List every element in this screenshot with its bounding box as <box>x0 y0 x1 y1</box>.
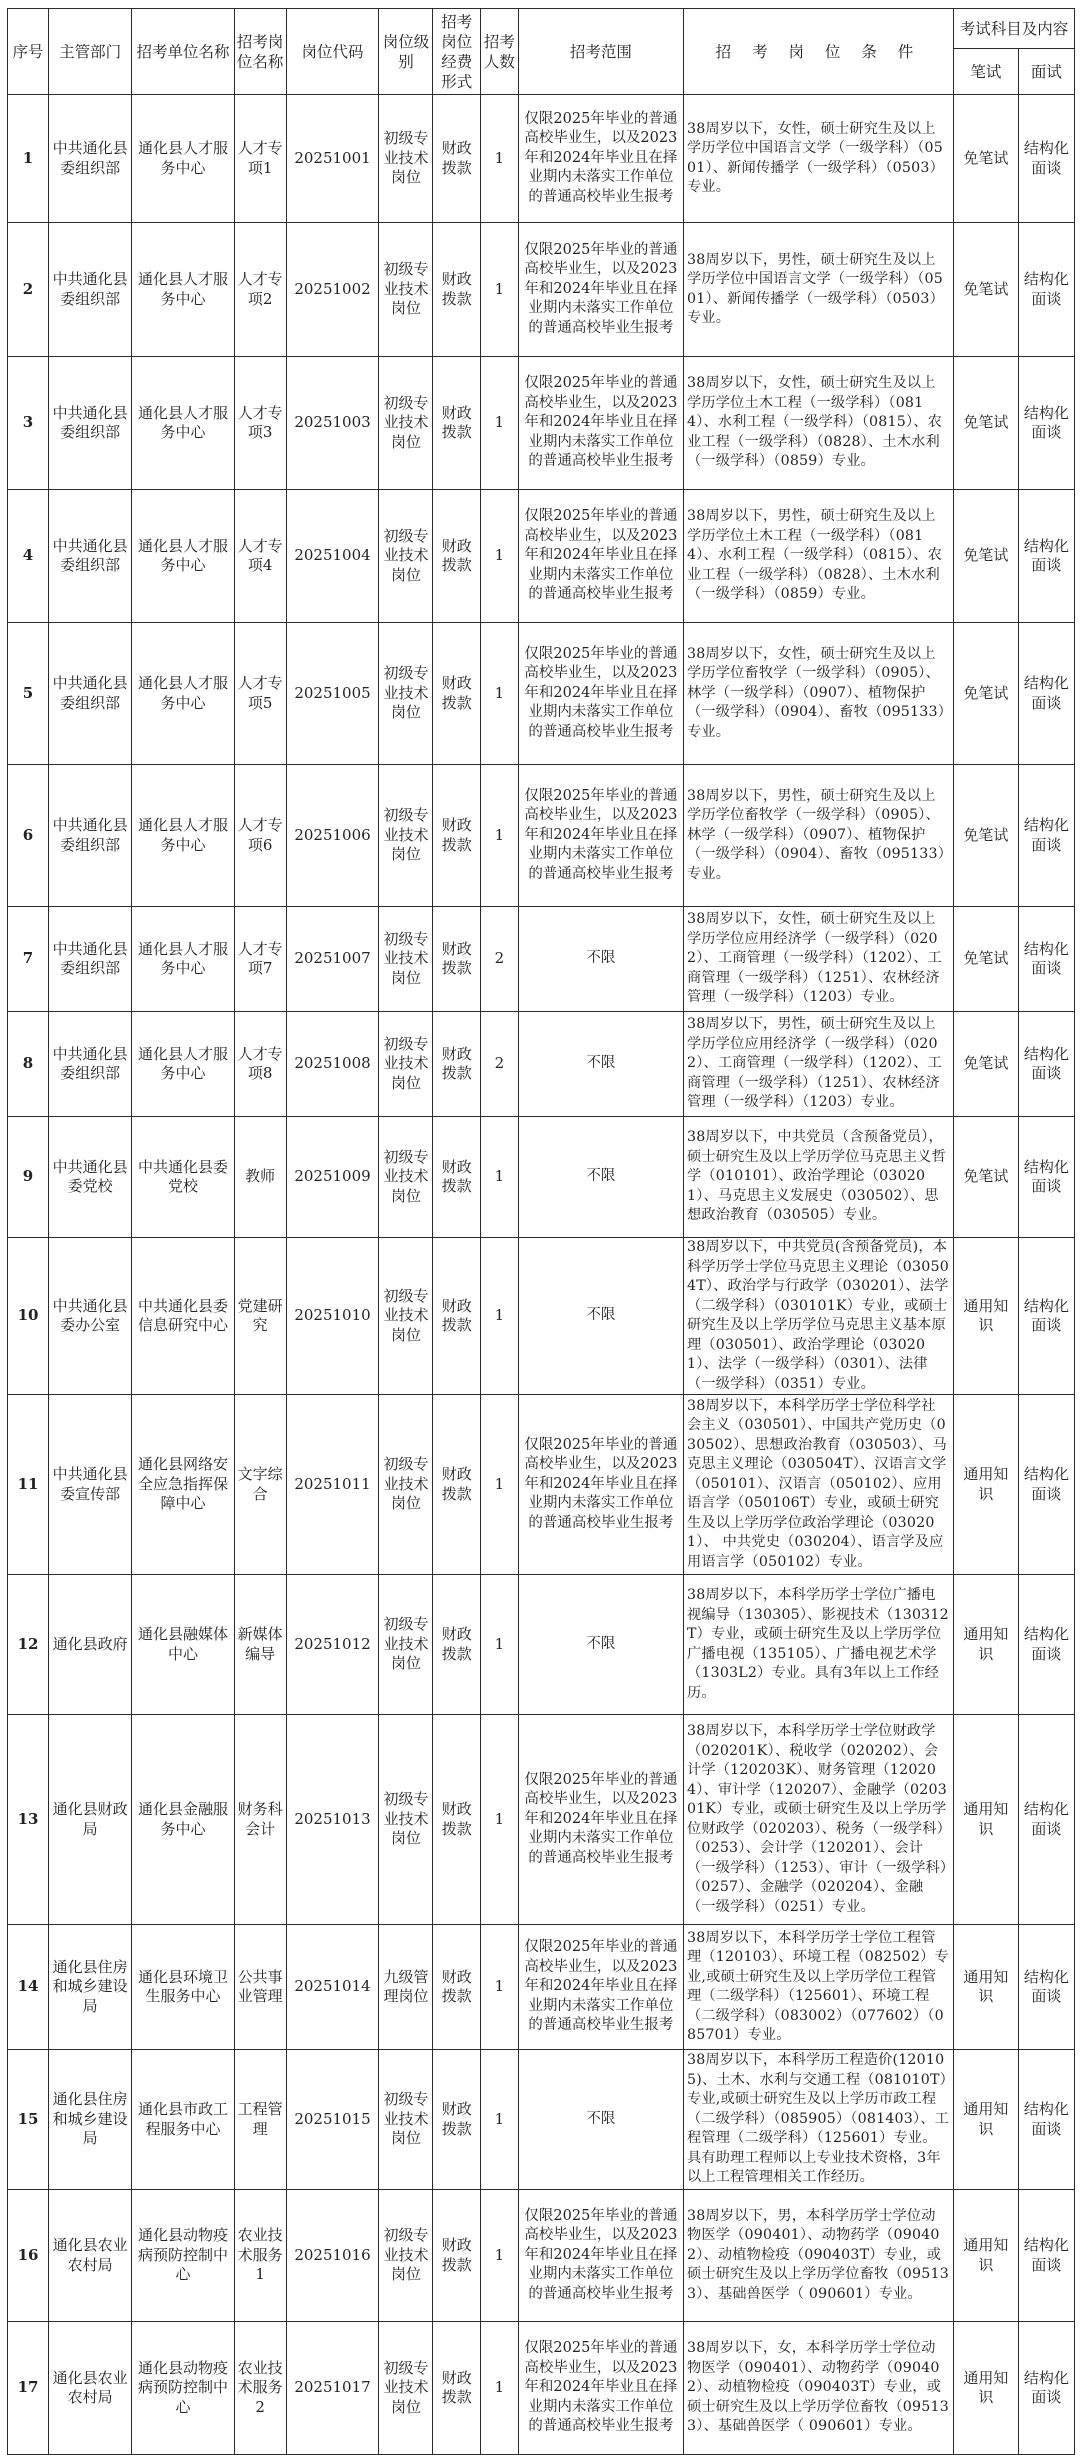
table-row <box>8 1117 1075 1238</box>
cell-count: 1 <box>480 1575 518 1715</box>
cell-interview: 结构化面谈 <box>1018 95 1074 223</box>
cell-dept: 中共通化县委组织部 <box>49 1012 132 1117</box>
cell-scope: 仅限2025年毕业的普通高校毕业生，以及2023年和2024年毕业且在择业期内未落实工作单位的普通高校毕业生报考 <box>518 357 683 490</box>
cell-funding: 财政拨款 <box>433 357 481 490</box>
cell-funding: 财政拨款 <box>433 1575 481 1715</box>
cell-dept: 通化县住房和城乡建设局 <box>49 1925 132 2050</box>
cell-interview: 结构化面谈 <box>1018 1012 1074 1117</box>
cell-seq: 9 <box>8 1117 49 1238</box>
cell-funding: 财政拨款 <box>433 1925 481 2050</box>
cell-post-name: 人才专项2 <box>234 223 286 357</box>
cell-post-level: 初级专业技术岗位 <box>379 357 433 490</box>
header-funding: 招考岗位经费形式 <box>433 9 481 95</box>
cell-count: 1 <box>480 1238 518 1395</box>
cell-count: 1 <box>480 623 518 765</box>
cell-written: 通用知识 <box>953 2190 1018 2322</box>
cell-seq: 17 <box>8 2322 49 2455</box>
cell-written: 免笔试 <box>953 765 1018 907</box>
cell-dept: 通化县农业农村局 <box>49 2190 132 2322</box>
cell-post-code: 20251014 <box>286 1925 379 2050</box>
cell-interview: 结构化面谈 <box>1018 357 1074 490</box>
cell-post-level: 初级专业技术岗位 <box>379 765 433 907</box>
cell-interview: 结构化面谈 <box>1018 1575 1074 1715</box>
cell-post-code: 20251009 <box>286 1117 379 1238</box>
table-row <box>8 1715 1075 1925</box>
cell-scope: 不限 <box>518 1117 683 1238</box>
table-row <box>8 1012 1075 1117</box>
cell-written: 通用知识 <box>953 1925 1018 2050</box>
cell-interview: 结构化面谈 <box>1018 765 1074 907</box>
cell-post-code: 20251011 <box>286 1395 379 1575</box>
cell-post-name: 工程管理 <box>234 2050 286 2190</box>
cell-interview: 结构化面谈 <box>1018 1925 1074 2050</box>
cell-count: 1 <box>480 357 518 490</box>
cell-post-level: 初级专业技术岗位 <box>379 623 433 765</box>
cell-scope: 仅限2025年毕业的普通高校毕业生，以及2023年和2024年毕业且在择业期内未落实工作单位的普通高校毕业生报考 <box>518 490 683 623</box>
cell-count: 1 <box>480 1117 518 1238</box>
header-count: 招考人数 <box>480 9 518 95</box>
table-row <box>8 223 1075 357</box>
cell-written: 免笔试 <box>953 95 1018 223</box>
cell-post-level: 初级专业技术岗位 <box>379 1395 433 1575</box>
cell-written: 免笔试 <box>953 357 1018 490</box>
cell-post-code: 20251007 <box>286 907 379 1012</box>
cell-unit: 通化县融媒体中心 <box>132 1575 235 1715</box>
cell-dept: 中共通化县委组织部 <box>49 623 132 765</box>
cell-count: 1 <box>480 765 518 907</box>
cell-seq: 8 <box>8 1012 49 1117</box>
cell-conditions: 38周岁以下，本科学历工程造价(120105)、土木、水利与交通工程（081010T）专业,或硕士研究生及以上学历市政工程（二级学科）（085905）（081403）、工程管理（二级学科）（125601）专业。具有助理工程师以上专业技术资格，3年以上工程管理相关工作经历。 <box>683 2050 953 2190</box>
cell-interview: 结构化面谈 <box>1018 2050 1074 2190</box>
header-row-top <box>8 9 1075 49</box>
cell-post-code: 20251005 <box>286 623 379 765</box>
cell-seq: 13 <box>8 1715 49 1925</box>
cell-written: 通用知识 <box>953 1395 1018 1575</box>
cell-post-level: 初级专业技术岗位 <box>379 490 433 623</box>
header-dept: 主管部门 <box>49 9 132 95</box>
cell-interview: 结构化面谈 <box>1018 2190 1074 2322</box>
cell-interview: 结构化面谈 <box>1018 1238 1074 1395</box>
cell-post-level: 初级专业技术岗位 <box>379 1715 433 1925</box>
cell-conditions: 38周岁以下，本科学历学士学位财政学（020201K）、税收学（020202）、会计学（120203K）、财务管理（120204）、审计学（120207）、金融学（020301K）专业，或硕士研究生及以上学历学位财政学（020203）、税务（一级学科）（0253）、会计学（120201）、会计（一级学科）（1253）、审计（一级学科）（0257）、金融学（020204）、金融（一级学科）（0251）专业。 <box>683 1715 953 1925</box>
cell-post-code: 20251017 <box>286 2322 379 2455</box>
cell-interview: 结构化面谈 <box>1018 2322 1074 2455</box>
cell-count: 1 <box>480 95 518 223</box>
cell-funding: 财政拨款 <box>433 1715 481 1925</box>
cell-written: 免笔试 <box>953 490 1018 623</box>
cell-scope: 不限 <box>518 1012 683 1117</box>
cell-post-code: 20251012 <box>286 1575 379 1715</box>
cell-post-code: 20251008 <box>286 1012 379 1117</box>
cell-conditions: 38周岁以下，男性，硕士研究生及以上学历学位中国语言文学（一级学科）（0501）、新闻传播学（一级学科）（0503）专业。 <box>683 223 953 357</box>
cell-count: 2 <box>480 907 518 1012</box>
cell-unit: 通化县人才服务中心 <box>132 223 235 357</box>
cell-dept: 中共通化县委组织部 <box>49 907 132 1012</box>
cell-post-level: 初级专业技术岗位 <box>379 2190 433 2322</box>
cell-dept: 通化县农业农村局 <box>49 2322 132 2455</box>
cell-dept: 中共通化县委宣传部 <box>49 1395 132 1575</box>
cell-unit: 通化县金融服务中心 <box>132 1715 235 1925</box>
cell-unit: 中共通化县委信息研究中心 <box>132 1238 235 1395</box>
cell-post-code: 20251004 <box>286 490 379 623</box>
cell-unit: 通化县人才服务中心 <box>132 765 235 907</box>
cell-post-name: 人才专项8 <box>234 1012 286 1117</box>
cell-conditions: 38周岁以下，男性，硕士研究生及以上学历学位应用经济学（一级学科）（0202）、工商管理（一级学科）（1202）、工商管理（一级学科）（1251）、农林经济管理（一级学科）（1203）专业。 <box>683 1012 953 1117</box>
cell-seq: 11 <box>8 1395 49 1575</box>
cell-post-code: 20251001 <box>286 95 379 223</box>
cell-post-code: 20251006 <box>286 765 379 907</box>
cell-post-name: 人才专项6 <box>234 765 286 907</box>
cell-post-code: 20251013 <box>286 1715 379 1925</box>
cell-funding: 财政拨款 <box>433 2050 481 2190</box>
cell-scope: 仅限2025年毕业的普通高校毕业生，以及2023年和2024年毕业且在择业期内未落实工作单位的普通高校毕业生报考 <box>518 2322 683 2455</box>
cell-seq: 16 <box>8 2190 49 2322</box>
cell-post-name: 人才专项7 <box>234 907 286 1012</box>
cell-post-name: 人才专项3 <box>234 357 286 490</box>
cell-dept: 中共通化县委党校 <box>49 1117 132 1238</box>
table-row <box>8 357 1075 490</box>
cell-scope: 仅限2025年毕业的普通高校毕业生，以及2023年和2024年毕业且在择业期内未落实工作单位的普通高校毕业生报考 <box>518 95 683 223</box>
table-body <box>8 95 1075 2455</box>
cell-post-level: 初级专业技术岗位 <box>379 1238 433 1395</box>
cell-written: 免笔试 <box>953 223 1018 357</box>
cell-dept: 中共通化县委组织部 <box>49 490 132 623</box>
cell-conditions: 38周岁以下，本科学历学士学位工程管理（120103）、环境工程（082502）专业,或硕士研究生及以上学历学位工程管理（二级学科）（125601）、环境工程（二级学科）（083002）（077602）（085701）专业。 <box>683 1925 953 2050</box>
cell-seq: 14 <box>8 1925 49 2050</box>
cell-dept: 通化县财政局 <box>49 1715 132 1925</box>
cell-post-level: 初级专业技术岗位 <box>379 1012 433 1117</box>
cell-written: 免笔试 <box>953 1012 1018 1117</box>
cell-post-code: 20251016 <box>286 2190 379 2322</box>
cell-count: 1 <box>480 490 518 623</box>
cell-funding: 财政拨款 <box>433 95 481 223</box>
cell-conditions: 38周岁以下，男，本科学历学士学位动物医学（090401）、动物药学（090402）、动植物检疫（090403T）专业，或硕士研究生及以上学历学位畜牧（095133）、基础兽医学（ 090601）专业。 <box>683 2190 953 2322</box>
table-row <box>8 95 1075 223</box>
cell-conditions: 38周岁以下，女性，硕士研究生及以上学历学位畜牧学（一级学科）（0905）、林学（一级学科）（0907）、植物保护（一级学科）（0904）、畜牧（095133）专业。 <box>683 623 953 765</box>
cell-seq: 4 <box>8 490 49 623</box>
cell-post-name: 党建研究 <box>234 1238 286 1395</box>
cell-post-level: 初级专业技术岗位 <box>379 95 433 223</box>
cell-seq: 5 <box>8 623 49 765</box>
cell-count: 1 <box>480 2190 518 2322</box>
cell-seq: 1 <box>8 95 49 223</box>
header-post-level: 岗位级别 <box>379 9 433 95</box>
cell-interview: 结构化面谈 <box>1018 1395 1074 1575</box>
table-row <box>8 2322 1075 2455</box>
cell-written: 免笔试 <box>953 1117 1018 1238</box>
cell-interview: 结构化面谈 <box>1018 1117 1074 1238</box>
cell-post-name: 文字综合 <box>234 1395 286 1575</box>
cell-funding: 财政拨款 <box>433 223 481 357</box>
cell-scope: 仅限2025年毕业的普通高校毕业生，以及2023年和2024年毕业且在择业期内未落实工作单位的普通高校毕业生报考 <box>518 1925 683 2050</box>
cell-post-level: 初级专业技术岗位 <box>379 907 433 1012</box>
cell-interview: 结构化面谈 <box>1018 223 1074 357</box>
cell-seq: 12 <box>8 1575 49 1715</box>
cell-dept: 中共通化县委组织部 <box>49 223 132 357</box>
cell-conditions: 38周岁以下，本科学历学士学位科学社会主义（030501）、中国共产党历史（030502）、思想政治教育（030503）、马克思主义理论（030504T）、汉语言文学（050101）、汉语言（050102）、应用语言学（050106T）专业，或硕士研究生及以上学历学位政治学理论（030201）、 中共党史（030204）、语言学及应用语言学（050102）专业。 <box>683 1395 953 1575</box>
recruitment-table-sheet <box>7 8 1075 2455</box>
cell-dept: 中共通化县委组织部 <box>49 95 132 223</box>
cell-post-name: 农业技术服务1 <box>234 2190 286 2322</box>
cell-interview: 结构化面谈 <box>1018 1715 1074 1925</box>
cell-scope: 仅限2025年毕业的普通高校毕业生，以及2023年和2024年毕业且在择业期内未落实工作单位的普通高校毕业生报考 <box>518 2190 683 2322</box>
cell-post-name: 新媒体编导 <box>234 1575 286 1715</box>
cell-unit: 通化县人才服务中心 <box>132 623 235 765</box>
cell-funding: 财政拨款 <box>433 765 481 907</box>
cell-conditions: 38周岁以下，女性，硕士研究生及以上学历学位应用经济学（一级学科）（0202）、工商管理（一级学科）（1202）、工商管理（一级学科）（1251）、农林经济管理（一级学科）（1203）专业。 <box>683 907 953 1012</box>
table-row <box>8 1575 1075 1715</box>
cell-dept: 通化县住房和城乡建设局 <box>49 2050 132 2190</box>
table-row <box>8 1238 1075 1395</box>
cell-post-level: 初级专业技术岗位 <box>379 2322 433 2455</box>
cell-conditions: 38周岁以下，中共党员(含预备党员)，本科学历学士学位马克思主义理论（030504T）、政治学与行政学（030201）、法学（二级学科）（030101K）专业，或硕士研究生及以上学历学位马克思主义基本原理（030501）、政治学理论（030201）、法学（一级学科）（0301）、法律（一级学科）（0351）专业。 <box>683 1238 953 1395</box>
cell-count: 1 <box>480 1925 518 2050</box>
table-row <box>8 623 1075 765</box>
cell-post-name: 教师 <box>234 1117 286 1238</box>
cell-scope: 不限 <box>518 907 683 1012</box>
cell-scope: 不限 <box>518 1575 683 1715</box>
cell-dept: 中共通化县委办公室 <box>49 1238 132 1395</box>
cell-conditions: 38周岁以下，中共党员（含预备党员），硕士研究生及以上学历学位马克思主义哲学（010101）、政治学理论（030201）、马克思主义发展史（030502）、思想政治教育（030505）专业。 <box>683 1117 953 1238</box>
cell-unit: 通化县人才服务中心 <box>132 357 235 490</box>
cell-post-code: 20251002 <box>286 223 379 357</box>
cell-unit: 通化县市政工程服务中心 <box>132 2050 235 2190</box>
cell-dept: 中共通化县委组织部 <box>49 357 132 490</box>
table-row <box>8 490 1075 623</box>
cell-unit: 通化县网络安全应急指挥保障中心 <box>132 1395 235 1575</box>
cell-unit: 通化县环境卫生服务中心 <box>132 1925 235 2050</box>
table-row <box>8 2050 1075 2190</box>
cell-count: 1 <box>480 2050 518 2190</box>
cell-post-name: 农业技术服务2 <box>234 2322 286 2455</box>
cell-interview: 结构化面谈 <box>1018 907 1074 1012</box>
header-seq: 序号 <box>8 9 49 95</box>
cell-count: 1 <box>480 2322 518 2455</box>
header-interview: 面试 <box>1018 49 1074 95</box>
cell-post-name: 公共事业管理 <box>234 1925 286 2050</box>
cell-unit: 通化县人才服务中心 <box>132 95 235 223</box>
cell-funding: 财政拨款 <box>433 1395 481 1575</box>
cell-post-level: 九级管理岗位 <box>379 1925 433 2050</box>
cell-conditions: 38周岁以下，女性，硕士研究生及以上学历学位土木工程（一级学科）（0814）、水利工程（一级学科）（0815）、农业工程（一级学科）（0828）、土木水利（一级学科）（0859）专业。 <box>683 357 953 490</box>
table-row <box>8 1395 1075 1575</box>
cell-scope: 不限 <box>518 1238 683 1395</box>
cell-seq: 10 <box>8 1238 49 1395</box>
cell-post-code: 20251015 <box>286 2050 379 2190</box>
cell-seq: 7 <box>8 907 49 1012</box>
cell-funding: 财政拨款 <box>433 2322 481 2455</box>
cell-post-code: 20251010 <box>286 1238 379 1395</box>
header-post-code: 岗位代码 <box>286 9 379 95</box>
cell-scope: 仅限2025年毕业的普通高校毕业生，以及2023年和2024年毕业且在择业期内未落实工作单位的普通高校毕业生报考 <box>518 1715 683 1925</box>
header-exam-group: 考试科目及内容 <box>953 9 1074 49</box>
cell-unit: 通化县人才服务中心 <box>132 490 235 623</box>
cell-post-level: 初级专业技术岗位 <box>379 2050 433 2190</box>
cell-conditions: 38周岁以下，女，本科学历学士学位动物医学（090401）、动物药学（090402）、动植物检疫（090403T）专业，或硕士研究生及以上学历学位畜牧（095133）、基础兽医学（ 090601）专业。 <box>683 2322 953 2455</box>
recruitment-table <box>7 8 1075 2455</box>
cell-post-name: 人才专项4 <box>234 490 286 623</box>
cell-funding: 财政拨款 <box>433 1012 481 1117</box>
cell-unit: 通化县人才服务中心 <box>132 1012 235 1117</box>
cell-count: 1 <box>480 223 518 357</box>
cell-scope: 仅限2025年毕业的普通高校毕业生，以及2023年和2024年毕业且在择业期内未落实工作单位的普通高校毕业生报考 <box>518 765 683 907</box>
cell-funding: 财政拨款 <box>433 2190 481 2322</box>
cell-unit: 通化县动物疫病预防控制中心 <box>132 2190 235 2322</box>
cell-post-level: 初级专业技术岗位 <box>379 1575 433 1715</box>
cell-post-level: 初级专业技术岗位 <box>379 223 433 357</box>
cell-conditions: 38周岁以下，男性，硕士研究生及以上学历学位畜牧学（一级学科）（0905）、林学（一级学科）（0907）、植物保护（一级学科）（0904）、畜牧（095133）专业。 <box>683 765 953 907</box>
cell-unit: 通化县人才服务中心 <box>132 907 235 1012</box>
cell-written: 通用知识 <box>953 1575 1018 1715</box>
cell-interview: 结构化面谈 <box>1018 623 1074 765</box>
table-row <box>8 1925 1075 2050</box>
cell-funding: 财政拨款 <box>433 907 481 1012</box>
cell-post-name: 人才专项5 <box>234 623 286 765</box>
cell-unit: 中共通化县委党校 <box>132 1117 235 1238</box>
table-row <box>8 765 1075 907</box>
table-row <box>8 907 1075 1012</box>
cell-dept: 中共通化县委组织部 <box>49 765 132 907</box>
cell-written: 通用知识 <box>953 2322 1018 2455</box>
cell-post-name: 人才专项1 <box>234 95 286 223</box>
cell-funding: 财政拨款 <box>433 1117 481 1238</box>
cell-unit: 通化县动物疫病预防控制中心 <box>132 2322 235 2455</box>
cell-scope: 仅限2025年毕业的普通高校毕业生，以及2023年和2024年毕业且在择业期内未落实工作单位的普通高校毕业生报考 <box>518 623 683 765</box>
cell-seq: 2 <box>8 223 49 357</box>
cell-funding: 财政拨款 <box>433 623 481 765</box>
cell-written: 通用知识 <box>953 1715 1018 1925</box>
cell-seq: 3 <box>8 357 49 490</box>
header-unit: 招考单位名称 <box>132 9 235 95</box>
cell-count: 2 <box>480 1012 518 1117</box>
cell-funding: 财政拨款 <box>433 1238 481 1395</box>
cell-conditions: 38周岁以下，男性，硕士研究生及以上学历学位土木工程（一级学科）（0814）、水利工程（一级学科）（0815）、农业工程（一级学科）（0828）、土木水利（一级学科）（0859）专业。 <box>683 490 953 623</box>
cell-written: 通用知识 <box>953 1238 1018 1395</box>
cell-dept: 通化县政府 <box>49 1575 132 1715</box>
header-written: 笔试 <box>953 49 1018 95</box>
header-scope: 招考范围 <box>518 9 683 95</box>
cell-count: 1 <box>480 1395 518 1575</box>
cell-post-code: 20251003 <box>286 357 379 490</box>
cell-seq: 6 <box>8 765 49 907</box>
cell-scope: 不限 <box>518 2050 683 2190</box>
cell-conditions: 38周岁以下，女性，硕士研究生及以上学历学位中国语言文学（一级学科）（0501）、新闻传播学（一级学科）（0503）专业。 <box>683 95 953 223</box>
cell-interview: 结构化面谈 <box>1018 490 1074 623</box>
cell-scope: 仅限2025年毕业的普通高校毕业生，以及2023年和2024年毕业且在择业期内未落实工作单位的普通高校毕业生报考 <box>518 223 683 357</box>
cell-count: 1 <box>480 1715 518 1925</box>
cell-written: 免笔试 <box>953 907 1018 1012</box>
cell-seq: 15 <box>8 2050 49 2190</box>
cell-written: 通用知识 <box>953 2050 1018 2190</box>
cell-written: 免笔试 <box>953 623 1018 765</box>
table-row <box>8 2190 1075 2322</box>
cell-conditions: 38周岁以下，本科学历学士学位广播电视编导（130305）、影视技术（130312T）专业，或硕士研究生及以上学历学位广播电视（135105）、广播电视艺术学（1303L2）专业。具有3年以上工作经历。 <box>683 1575 953 1715</box>
header-post-name: 招考岗位名称 <box>234 9 286 95</box>
cell-post-name: 财务科会计 <box>234 1715 286 1925</box>
cell-post-level: 初级专业技术岗位 <box>379 1117 433 1238</box>
header-conditions: 招 考 岗 位 条 件 <box>683 9 953 95</box>
cell-scope: 仅限2025年毕业的普通高校毕业生，以及2023年和2024年毕业且在择业期内未落实工作单位的普通高校毕业生报考 <box>518 1395 683 1575</box>
cell-funding: 财政拨款 <box>433 490 481 623</box>
